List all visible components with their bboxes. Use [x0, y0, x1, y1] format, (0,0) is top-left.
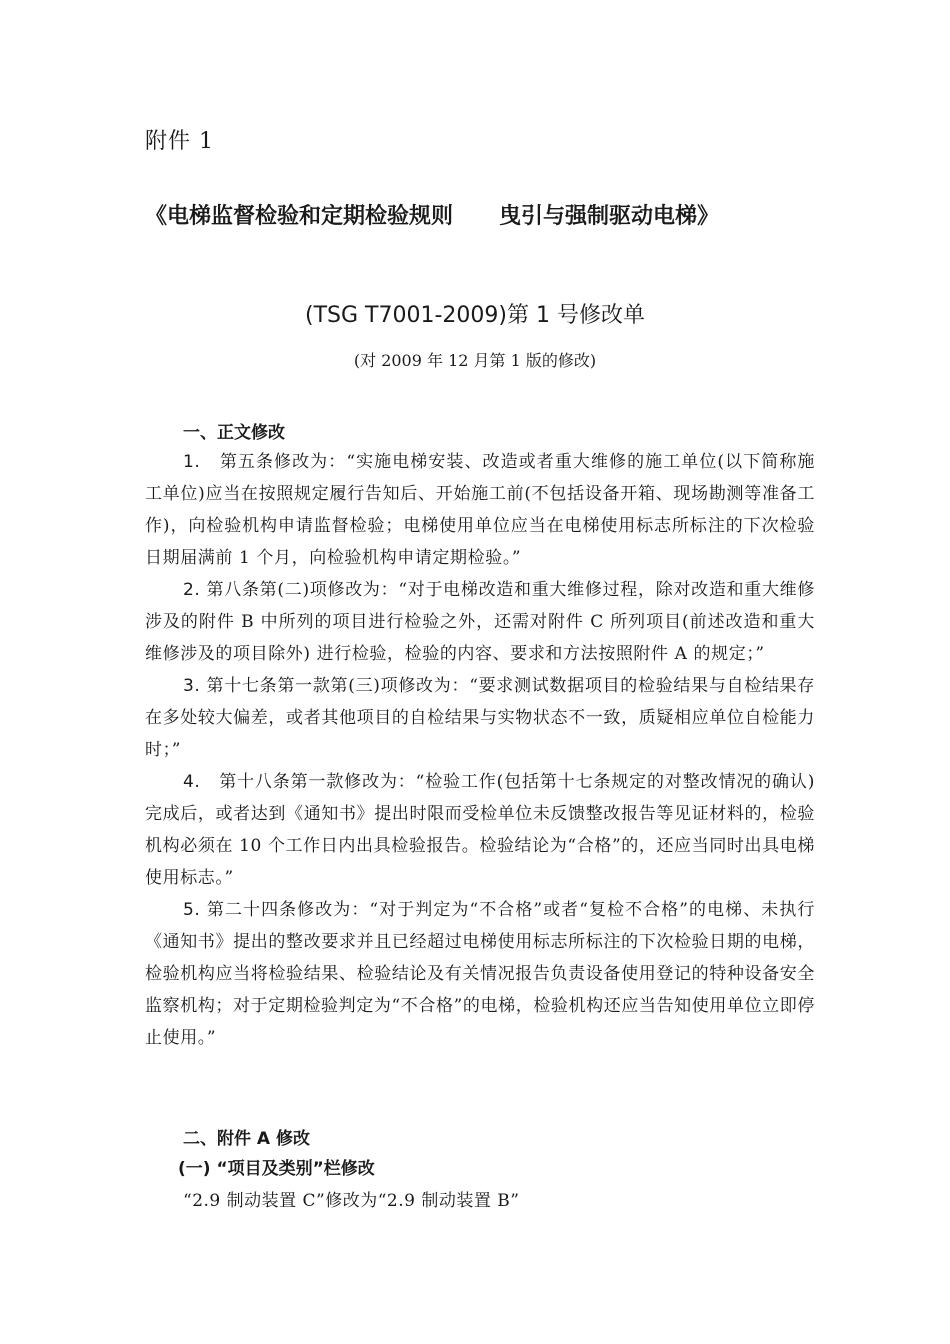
- document-title: [145, 199, 825, 230]
- document-title-left: 《电梯监督检验和定期检验规则: [145, 204, 454, 229]
- amendment-item-5: [145, 894, 815, 1054]
- section-1-heading: 一、正文修改: [183, 423, 285, 443]
- amendment-item-1: [145, 446, 815, 574]
- amendment-item-3: [145, 670, 815, 766]
- amendment-text: 第十八条第一款修改为：“检验工作(包括第十七条规定的对整改情况的确认)完成后，或者达到《通知书》提出时限而受检单位未反馈整改报告等见证材料的，检验机构必须在 10 个工作日内出具检验报告。检验结论为“合格”的，还应当同时出具电梯使用标志。”: [145, 772, 815, 888]
- section-1-body: [145, 446, 815, 1054]
- attachment-label: 附件 1: [145, 129, 214, 154]
- amendment-item-4: [145, 766, 815, 894]
- amendment-number: 2.: [183, 580, 201, 600]
- section-2-subheading: (一) “项目及类别”栏修改: [178, 1159, 375, 1179]
- amendment-number: 5.: [183, 900, 201, 920]
- amendment-text: 第八条第(二)项修改为：“对于电梯改造和重大维修过程，除对改造和重大维修涉及的附件 B 中所列的项目进行检验之外，还需对附件 C 所列项目(前述改造和重大维修涉及的项目除外) 进行检验，检验的内容、要求和方法按照附件 A 的规定；”: [145, 580, 815, 664]
- amendment-item-2: [145, 574, 815, 670]
- amendment-number: 4.: [183, 772, 201, 792]
- edition-note: (对 2009 年 12 月第 1 版的修改): [353, 351, 597, 370]
- section-2-heading: 二、附件 A 修改: [183, 1129, 310, 1149]
- amendment-text: 第十七条第一款第(三)项修改为：“要求测试数据项目的检验结果与自检结果存在多处较大偏差，或者其他项目的自检结果与实物状态不一致，质疑相应单位自检能力时；”: [145, 676, 815, 760]
- item-category-change: “2.9 制动装置 C”修改为“2.9 制动装置 B”: [183, 1191, 520, 1211]
- amendment-number: 1.: [183, 452, 201, 472]
- document-subtitle: (TSG T7001-2009)第 1 号修改单: [305, 303, 645, 328]
- amendment-number: 3.: [183, 676, 201, 696]
- amendment-text: 第五条修改为：“实施电梯安装、改造或者重大维修的施工单位(以下简称施工单位)应当在按照规定履行告知后、开始施工前(不包括设备开箱、现场勘测等准备工作)，向检验机构申请监督检验；电梯使用单位应当在电梯使用标志所标注的下次检验日期届满前 1 个月，向检验机构申请定期检验。”: [145, 452, 815, 568]
- amendment-text: 第二十四条修改为：“对于判定为“不合格”或者“复检不合格”的电梯、未执行《通知书》提出的整改要求并且已经超过电梯使用标志所标注的下次检验日期的电梯，检验机构应当将检验结果、检验结论及有关情况报告负责设备使用登记的特种设备安全监察机构；对于定期检验判定为“不合格”的电梯，检验机构还应当告知使用单位立即停止使用。”: [145, 900, 815, 1048]
- document-title-right: 曳引与强制驱动电梯》: [499, 204, 720, 229]
